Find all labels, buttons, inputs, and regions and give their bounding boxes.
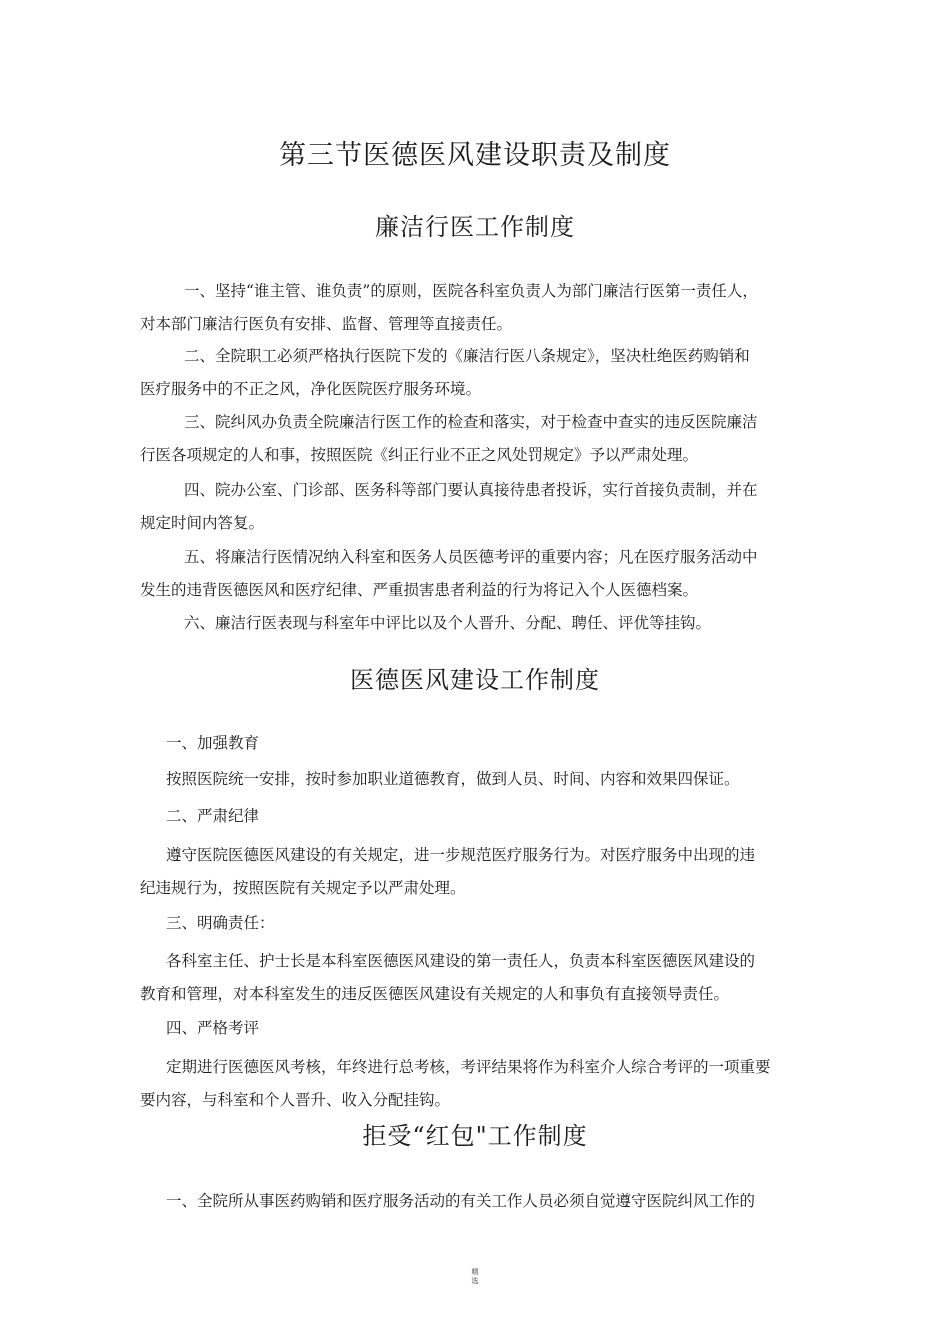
paragraph-line: 四、院办公室、门诊部、医务科等部门要认真接待患者投诉，实行首接负责制，并在 <box>184 481 758 499</box>
paragraph <box>140 607 820 640</box>
paragraph-line: 医疗服务中的不正之风，净化医院医疗服务环境。 <box>140 380 482 398</box>
item-title-text: 三、明确责任： <box>166 914 275 932</box>
paragraph-line: 一、坚持“谁主管、谁负责”的原则，医院各科室负责人为部门廉洁行医第一责任人， <box>184 282 758 300</box>
page-title: 第三节医德医风建设职责及制度 <box>279 140 671 171</box>
paragraph-line: 遵守医院医德医风建设的有关规定，进一步规范医疗服务行为。对医疗服务中出现的违 <box>166 846 756 864</box>
paragraph-line: 五、将廉洁行医情况纳入科室和医务人员医德考评的重要内容；凡在医疗服务活动中 <box>184 548 758 566</box>
footer-char: 选 <box>471 1277 479 1285</box>
paragraph <box>140 1185 820 1218</box>
item-title-text: 一、加强教育 <box>166 734 260 752</box>
page-footer-mark <box>0 1268 950 1286</box>
paragraph-line: 要内容，与科室和个人晋升、收入分配挂钩。 <box>140 1091 451 1109</box>
paragraph-line: 发生的违背医德医风和医疗纪律、严重损害患者利益的行为将记入个人医德档案。 <box>140 581 699 599</box>
section-heading-integrity: 廉洁行医工作制度 <box>375 213 575 241</box>
paragraph-line: 对本部门廉洁行医负有安排、监督、管理等直接责任。 <box>140 315 513 333</box>
paragraph-line: 二、全院职工必须严格执行医院下发的《廉洁行医八条规定》，坚决杜绝医药购销和 <box>184 347 750 365</box>
paragraph-line: 一、全院所从事医药购销和医疗服务活动的有关工作人员必须自觉遵守医院纠风工作的 <box>166 1192 756 1210</box>
paragraph <box>140 275 820 341</box>
paragraph <box>140 541 820 607</box>
paragraph-line: 六、廉洁行医表现与科室年中评比以及个人晋升、分配、聘任、评优等挂钩。 <box>184 614 712 632</box>
paragraph-line: 各科室主任、护士长是本科室医德医风建设的第一责任人，负责本科室医德医风建设的 <box>166 952 756 970</box>
item-title-text: 四、严格考评 <box>166 1019 260 1037</box>
item-title <box>140 1012 820 1045</box>
paragraph-line: 三、院纠风办负责全院廉洁行医工作的检查和落实，对于检查中查实的违反医院廉洁 <box>184 413 758 431</box>
paragraph <box>140 1051 820 1117</box>
item-title <box>140 727 820 760</box>
paragraph-line: 教育和管理，对本科室发生的违反医德医风建设有关规定的人和事负有直接领导责任。 <box>140 985 730 1003</box>
item-title <box>140 907 820 940</box>
paragraph <box>140 839 820 905</box>
paragraph <box>140 763 820 796</box>
paragraph-line: 行医各项规定的人和事，按照医院《纠正行业不正之风处罚规定》予以严肃处理。 <box>140 446 699 464</box>
paragraph <box>140 945 820 1011</box>
item-title <box>140 800 820 833</box>
footer-char: 精 <box>471 1268 479 1276</box>
paragraph <box>140 340 820 406</box>
item-title-text: 二、严肃纪律 <box>166 807 260 825</box>
paragraph-line: 按照医院统一安排，按时参加职业道德教育，做到人员、时间、内容和效果四保证。 <box>166 770 740 788</box>
paragraph-line: 规定时间内答复。 <box>140 514 265 532</box>
paragraph <box>140 474 820 540</box>
paragraph-line: 纪违规行为，按照医院有关规定予以严肃处理。 <box>140 879 466 897</box>
paragraph-line: 定期进行医德医风考核，年终进行总考核，考评结果将作为科室介人综合考评的一项重要 <box>166 1058 771 1076</box>
section-heading-ethics: 医德医风建设工作制度 <box>350 666 600 694</box>
paragraph <box>140 406 820 472</box>
section-heading-red-envelope: 拒受“红包"工作制度 <box>362 1122 588 1150</box>
